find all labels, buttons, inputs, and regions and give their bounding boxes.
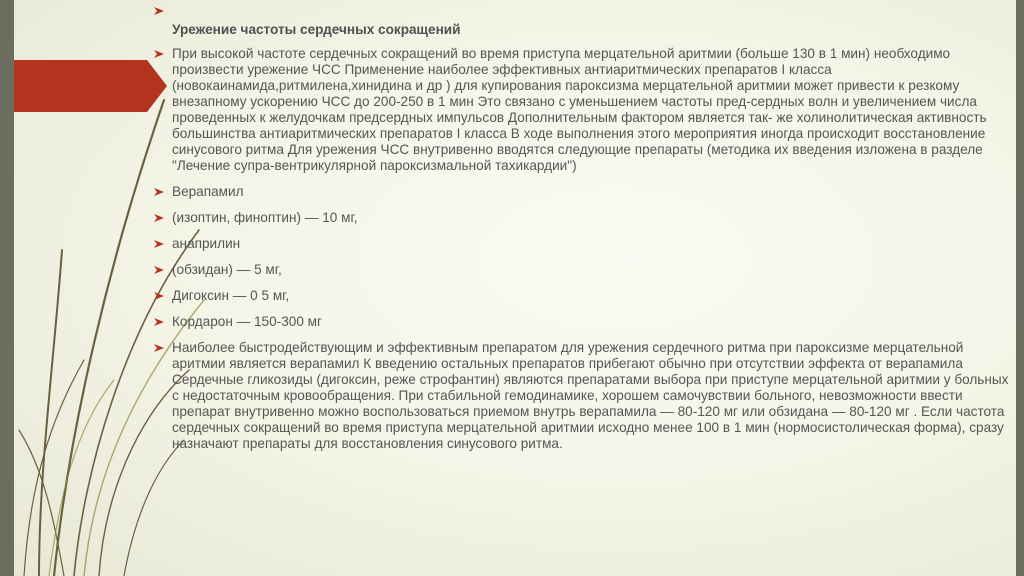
drug-item-text: (изоптин, финоптин) — 10 мг, [172, 210, 358, 225]
arrow-bullet-icon [154, 291, 164, 301]
list-item [150, 236, 1010, 252]
arrow-bullet-icon [154, 239, 164, 249]
arrow-bullet-icon [154, 6, 164, 16]
list-item [150, 46, 1010, 174]
list-item [150, 262, 1010, 278]
arrow-bullet-icon [154, 187, 164, 197]
arrow-bullet-icon [154, 49, 164, 59]
drug-item-text: Верапамил [172, 184, 244, 199]
title-item [150, 6, 1010, 38]
drug-item-text: (обзидан) — 5 мг, [172, 262, 282, 277]
arrow-bullet-icon [154, 213, 164, 223]
drug-item-text: Дигоксин — 0 5 мг, [172, 288, 290, 303]
drug-item-text: Кордарон — 150-300 мг [172, 314, 322, 329]
list-item [150, 340, 1010, 452]
paragraph-text: Наиболее быстродействующим и эффективным препаратом для урежения сердечного ритма при пароксизме мерцательной аритмии является верапамил К введению остальных препаратов прибегают обычно при отсутствии эффекта от верапамила Сердечные гликозиды (дигоксин, реже строфантин) являются препаратами выбора при приступе мерцательной аритмии у больных с недостаточным кровообращения. При стабильной гемодинамике, хорошем самочувствии больного, невозможности ввести препарат внутривенно можно воспользоваться приемом внутрь верапамила — 80-120 мг или обзидана — 80-120 мг . Если частота сердечных сокращений во время приступа мерцательной аритмии исходно менее 100 в 1 мин (нормосистолическая форма), сразу назначают препараты для восстановления синусового ритма. [172, 340, 1009, 451]
slide-title: Урежение частоты сердечных сокращений [172, 22, 461, 37]
paragraph-text: При высокой частоте сердечных сокращений во время приступа мерцательной аритмии (больше 130 в 1 мин) необходимо произвести урежение ЧСС Применение наиболее эффективных антиаритмических препаратов I класса (новокаинамида,ритмилена,хинидина и др ) для купирования пароксизма мерцательной аритмии может привести к резкому внезапному ускорению ЧСС до 200-250 в 1 мин Это связано с уменьшением частоты пред-сердных волн и увеличением числа проведенных к желудочкам предсердных импульсов Дополнительным фактором является так- же холинолитическая активность большинства антиаритмических препаратов I класса В ходе выполнения этого мероприятия иногда происходит восстановление синусового ритма Для урежения ЧСС внутривенно вводятся следующие препараты (методика их введения изложена в разделе "Лечение супра-вентрикулярной пароксизмальной тахикардии") [172, 46, 987, 173]
arrow-bullet-icon [154, 343, 164, 353]
arrow-bullet-icon [154, 265, 164, 275]
list-item [150, 210, 1010, 226]
list-item [150, 288, 1010, 304]
list-item [150, 314, 1010, 330]
slide [14, 0, 1016, 576]
arrow-bullet-icon [154, 317, 164, 327]
slide-content [150, 6, 1010, 462]
drug-item-text: анаприлин [172, 236, 241, 251]
list-item [150, 184, 1010, 200]
accent-band [14, 60, 147, 112]
